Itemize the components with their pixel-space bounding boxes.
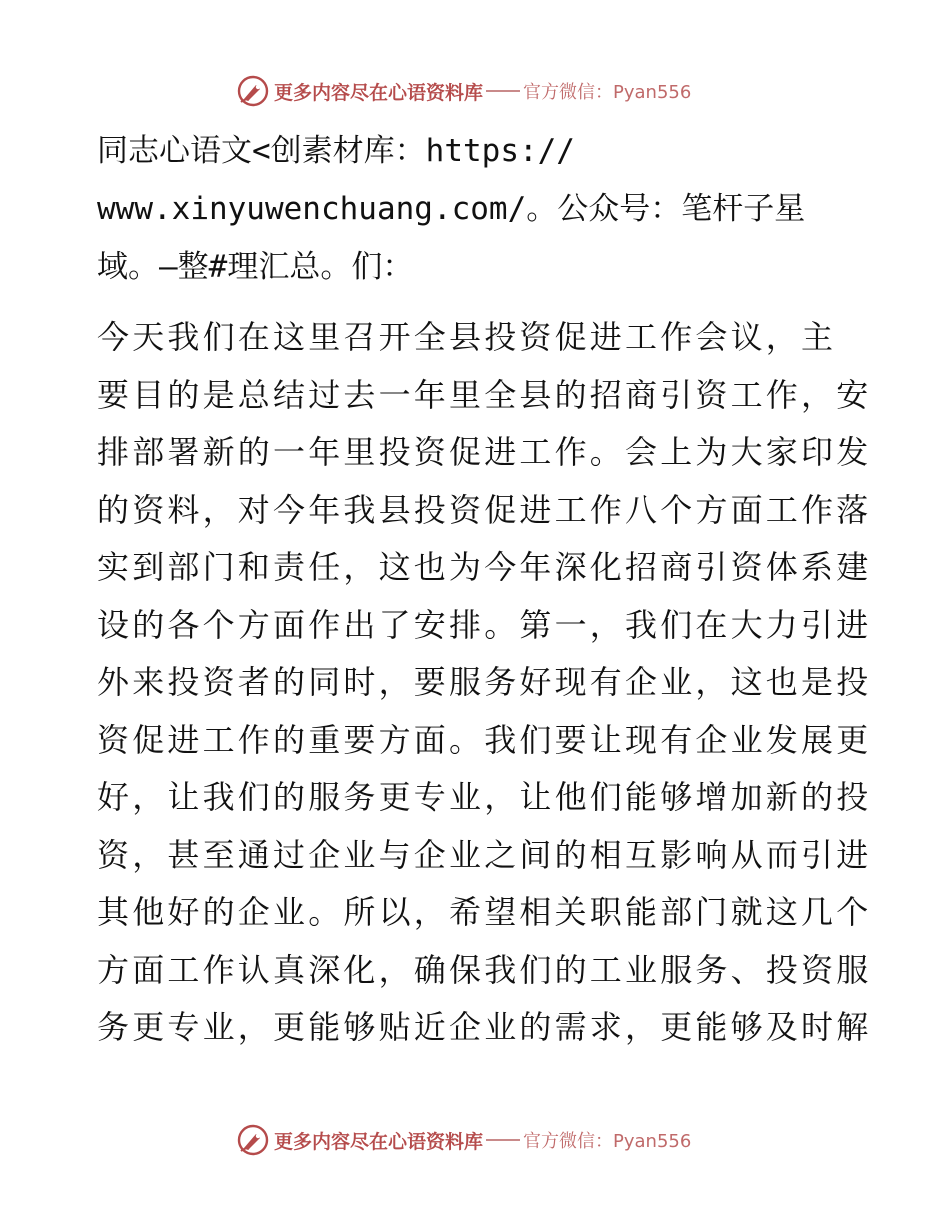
body-line: 排部署新的一年里投资促进工作。会上为大家印发 bbox=[97, 433, 872, 471]
watermark-main-text: 更多内容尽在心语资料库 bbox=[274, 81, 484, 104]
body-line: 务更专业，更能够贴近企业的需求，更能够及时解 bbox=[97, 1008, 872, 1046]
watermark-divider bbox=[486, 90, 520, 92]
pen-nib-logo-icon bbox=[236, 1123, 270, 1157]
header-line: www.xinyuwenchuang.com/。公众号：笔杆子星 bbox=[97, 191, 806, 227]
pen-nib-logo-icon bbox=[236, 74, 270, 108]
header-watermark-banner bbox=[236, 74, 691, 108]
body-line: 方面工作认真深化，确保我们的工业服务、投资服 bbox=[97, 950, 872, 989]
body-paragraph bbox=[97, 309, 872, 1057]
footer-watermark-banner bbox=[236, 1123, 691, 1157]
header-line: 域。—整#理汇总。们： bbox=[97, 249, 414, 285]
watermark-divider bbox=[486, 1139, 520, 1141]
watermark-wechat-text: 官方微信：Pyan556 bbox=[523, 82, 692, 103]
body-line: 资，甚至通过企业与企业之间的相互影响从而引进 bbox=[97, 835, 872, 874]
body-line: 外来投资者的同时，要服务好现有企业，这也是投 bbox=[97, 663, 872, 701]
watermark-wechat-text: 官方微信：Pyan556 bbox=[523, 1131, 692, 1152]
header-paragraph bbox=[97, 122, 857, 296]
body-line: 的资料，对今年我县投资促进工作八个方面工作落 bbox=[97, 490, 872, 529]
body-line: 实到部门和责任，这也为今年深化招商引资体系建 bbox=[97, 548, 872, 586]
body-line: 好，让我们的服务更专业，让他们能够增加新的投 bbox=[97, 778, 872, 816]
body-line: 设的各个方面作出了安排。第一，我们在大力引进 bbox=[97, 605, 872, 644]
body-line: 要目的是总结过去一年里全县的招商引资工作，安 bbox=[97, 375, 872, 414]
watermark-main-text: 更多内容尽在心语资料库 bbox=[274, 1130, 484, 1153]
body-line: 资促进工作的重要方面。我们要让现有企业发展更 bbox=[97, 720, 872, 759]
body-line: 今天我们在这里召开全县投资促进工作会议，主 bbox=[97, 318, 837, 356]
header-line: 同志心语文<创素材库：https:// bbox=[97, 133, 575, 169]
body-line: 其他好的企业。所以，希望相关职能部门就这几个 bbox=[97, 893, 872, 931]
